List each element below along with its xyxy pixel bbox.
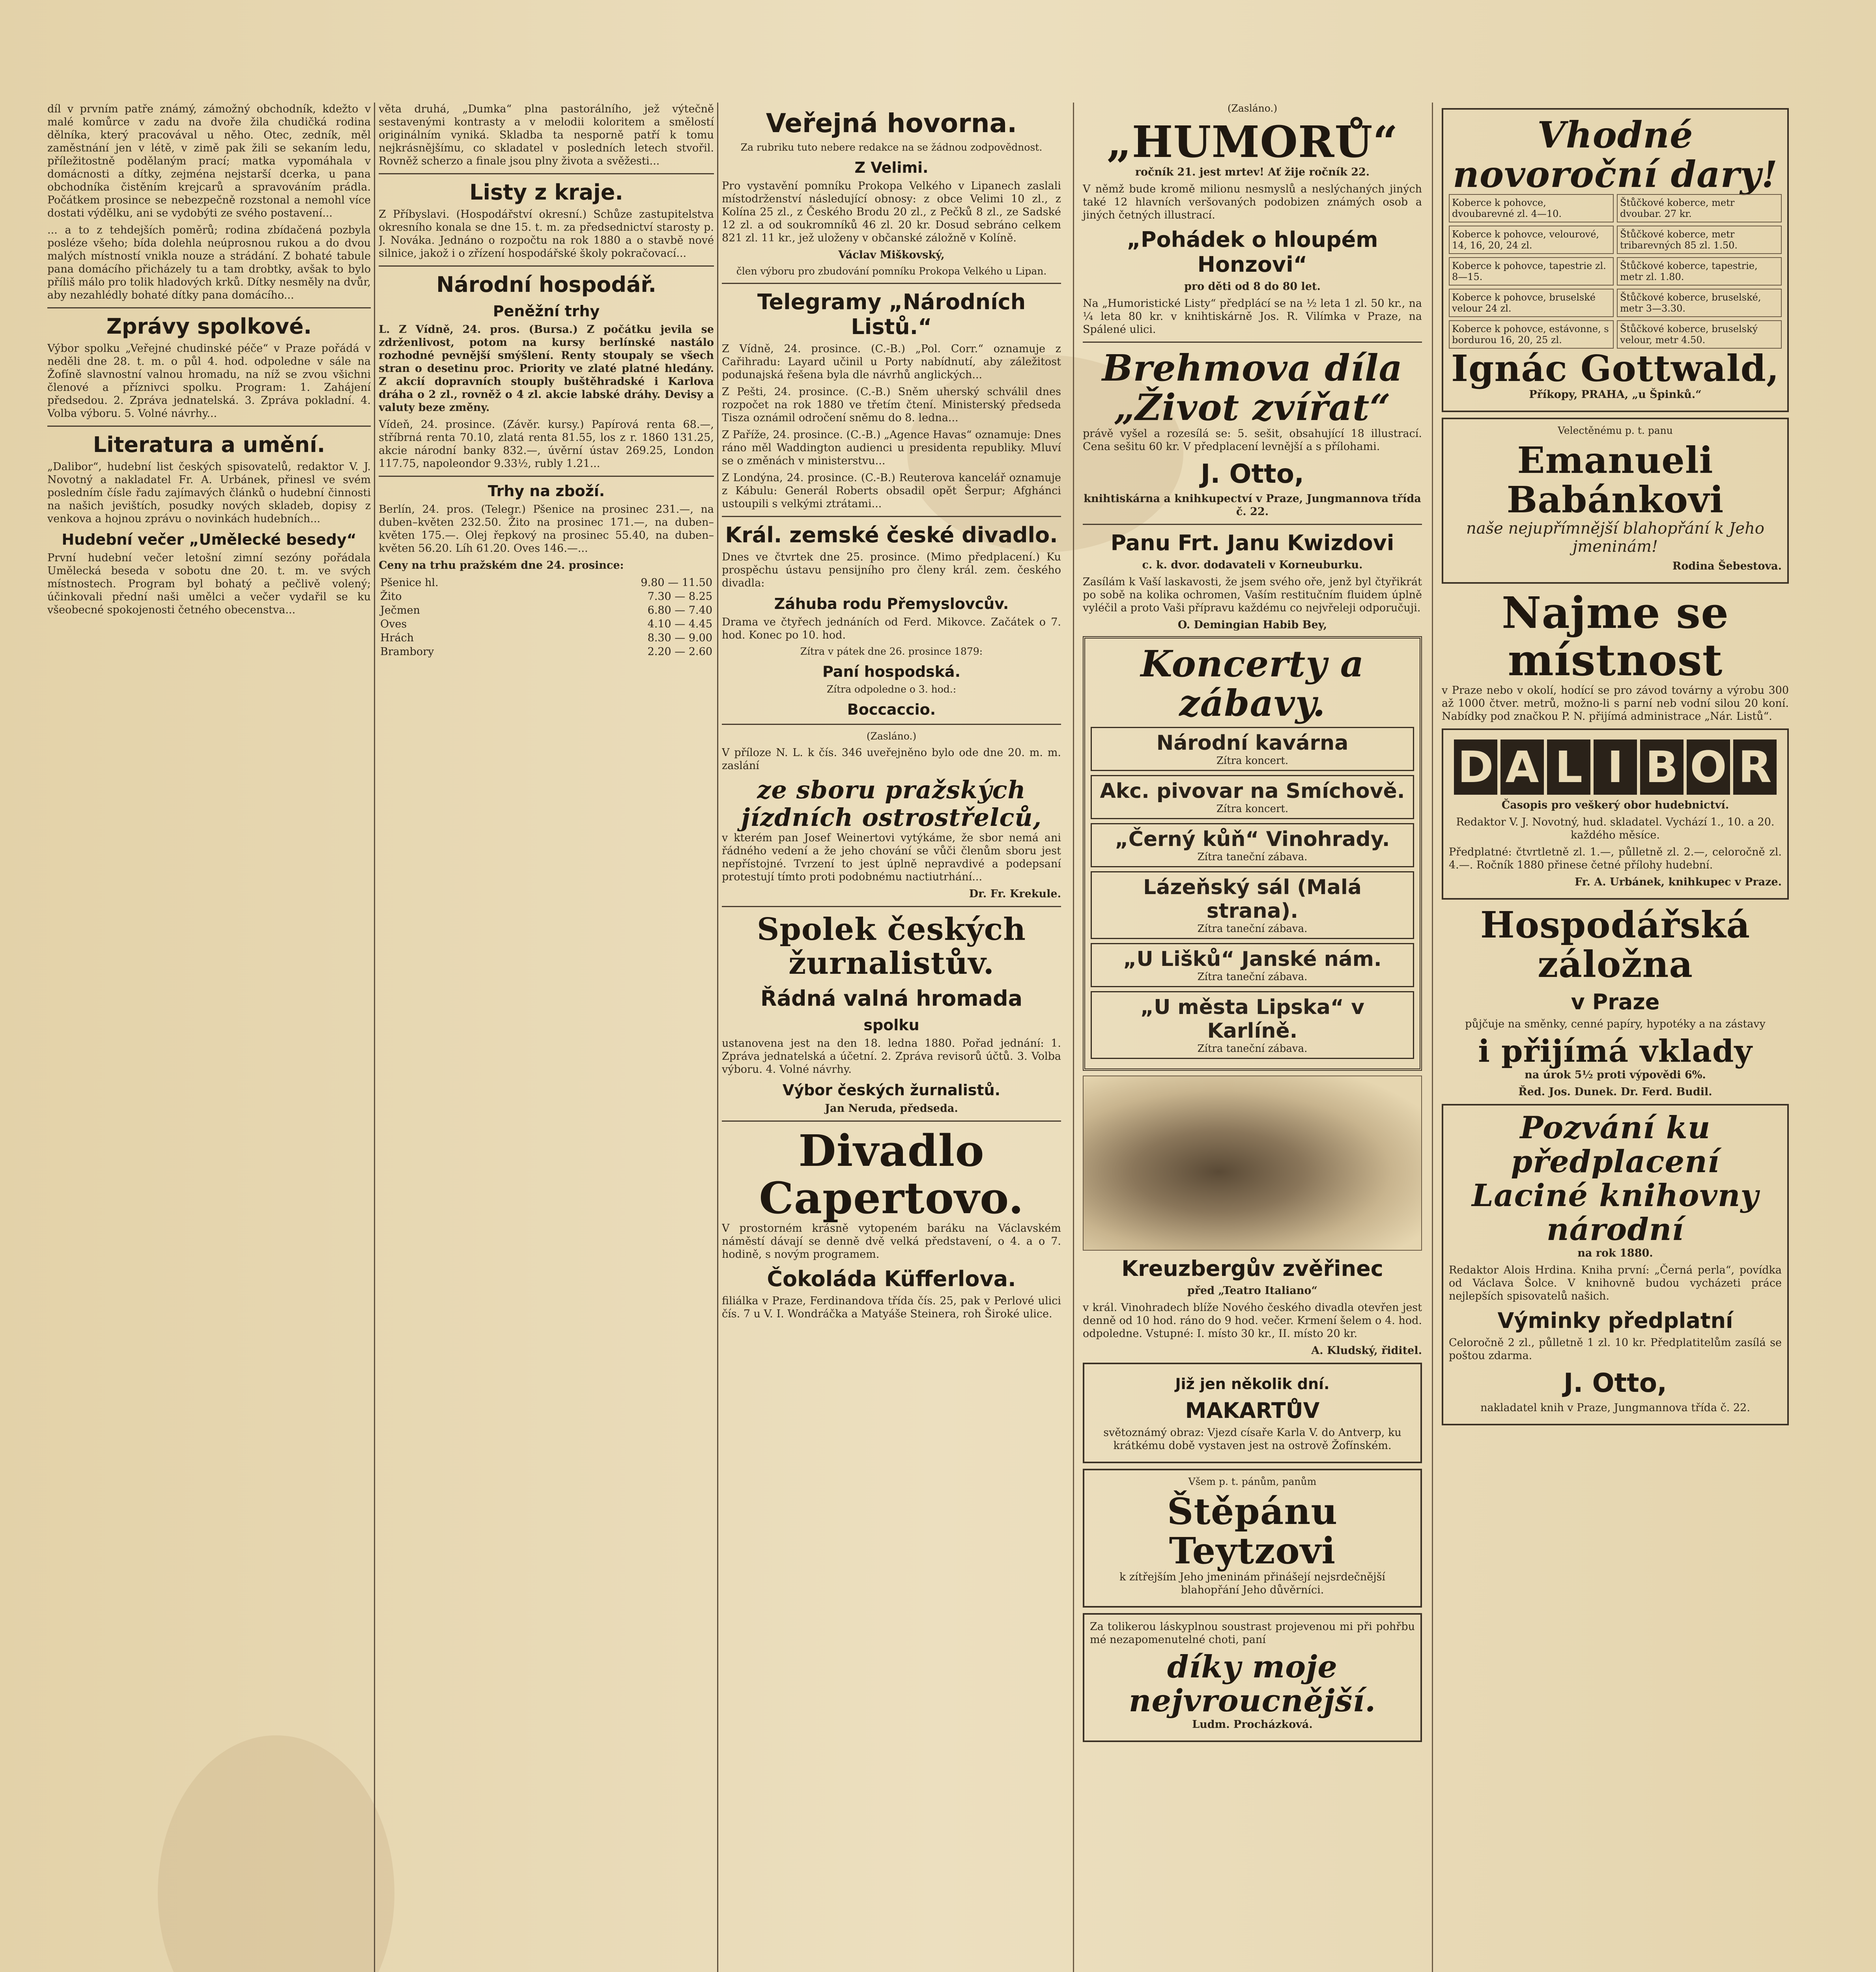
price-item: Žito (380, 590, 402, 603)
price-row (379, 617, 714, 631)
concert-item (1091, 727, 1414, 771)
ad-headline: díky moje nejvroucnější. (1129, 1649, 1376, 1719)
price-row (379, 576, 714, 590)
section-heading: Spolek českých žurnalistův. (757, 911, 1026, 981)
section-heading: Telegramy „Národních Listů.“ (757, 289, 1026, 339)
ad-text: Za tolikerou láskyplnou soustrast projevenou mi při pohřbu mé nezapomenutelné choti, paní (1090, 1621, 1415, 1646)
ad-headline: Najme se místnost (1501, 587, 1729, 685)
concert-note: Zítra taneční zábava. (1197, 923, 1308, 935)
dalibor-letter: A (1500, 740, 1544, 795)
column-3 (722, 103, 1061, 1972)
article-text: Pro vystavění pomníku Prokopa Velkého v Lipanech zaslali místodrženství následující obnosy: z obce Velimi 10 zl., z Kolína 25 zl., z Českého Brodu 20 zl., z Pečků 8 zl., ze Sadské 12 zl. a od soukromníků 46 zl. 20 kr. Dosud sebráno celkem 821 zl. 11 kr., jež uloženy v občanské záložně v Kolíně. (722, 180, 1061, 244)
article-text: ... a to z tehdejších poměrů; rodina zbídačená pozbyla posléze všeho; bída dolehla neúprosnou rukou a do dvou malých místností vnikla nouze a strádání. Z bohaté tabule pana domácího přicházely tu a tam drobtky, avšak to bylo příliš málo pro tolik hladových krků. Dítky nesměly na dvůr, aby nezahlédly bohaté dítky pana domácího... (47, 224, 371, 301)
knihovna-ad (1442, 1104, 1789, 1425)
column-1 (47, 103, 371, 1972)
dalibor-letter: R (1733, 740, 1777, 795)
ad-text: Redaktor Alois Hrdina. Kniha první: „Černá perla“, povídka od Václava Šolce. V knihovně budou vycházeti práce nejlepších spisovatelů našich. (1449, 1264, 1782, 1302)
show-title: Boccaccio. (847, 701, 936, 718)
concert-venue: „U Lišků“ Janské nám. (1123, 947, 1382, 971)
ad-text: v Praze nebo v okolí, hodící se pro závod továrny a výrobu 300 až 1000 čtver. metrů, možno-li s parní neb vodní silou 20 koní. Nabídky pod značkou P. N. přijímá administrace „Nár. Listů“. (1442, 684, 1789, 723)
ad-text: ročník 21. jest mrtev! Ať žije ročník 22. (1135, 166, 1370, 178)
zaslano-label: (Zasláno.) (1227, 103, 1278, 114)
ad-headline: MAKARTŮV (1185, 1398, 1320, 1423)
article-text: v kterém pan Josef Weinertovi vytýkáme, že sbor nemá ani řádného vedení a že jeho chování se vůči členům sboru jest nepřístojné. Tvrzení to jest úplně nepravdivé a podepsaní protestují tímto proti podobnému nactiutrhání... (722, 832, 1061, 883)
ad-text: světoznámý obraz: Vjezd císaře Karla V. do Antverp, ku krátkému době vystaven jest na ostrově Žofínském. (1103, 1427, 1401, 1452)
subheading: Z Velimi. (854, 159, 929, 176)
article-text: L. Z Vídně, 24. pros. (Bursa.) Z počátku jevila se zdrženlivost, potom na kursy berlínské nastálo rozhodné pevnější smýšlení. Renty stoupaly se všech stran o desetinu proc. Priority ve zlaté platné hledány. Z akcií dopravních stouply buštěhradské i Karlova dráha o 2 zl., rovněž o 4 zl. akcie labské dráhy. Devisy a valuty beze změny. (379, 323, 714, 414)
article-text: Zítra odpoledne o 3. hod.: (826, 683, 957, 695)
ad-text: na úrok 5½ proti výpovědi 6%. (1525, 1069, 1706, 1081)
article-text: Z Pešti, 24. prosince. (C.-B.) Sněm uherský schválil dnes rozpočet na rok 1880 ve třetím čtení. Ministerský předseda Tisza oznámil odročení sněmu do 8. ledna... (722, 386, 1061, 424)
article-text: Dnes ve čtvrtek dne 25. prosince. (Mimo předplacení.) Ku prospěchu ústavu pensijního pro členy král. zem. českého divadla: (722, 551, 1061, 589)
ad-text: Všem p. t. pánům, panům (1188, 1476, 1317, 1487)
ad-headline: „HUMORŮ“ (1106, 116, 1398, 167)
concert-note: Zítra koncert. (1216, 803, 1289, 815)
subheading: Výbor českých žurnalistů. (782, 1081, 1001, 1099)
signature: A. Kludský, řiditel. (1311, 1345, 1422, 1357)
article-text: Berlín, 24. pros. (Telegr.) Pšenice na prosinec 231.—, na duben–květen 232.50. Žito na prosinec 171.—, na duben–květen 175.—. Olej řepkový na prosinec 55.40, na duben–květen 56.20. Líh 61.20. Oves 146.—... (379, 503, 714, 555)
subheading: Výminky předplatní (1497, 1308, 1733, 1333)
concert-list (1091, 727, 1414, 1059)
ad-headline: Brehmova díla „Život zvířat“ (1102, 347, 1403, 429)
article-text: díl v prvním patře známý, zámožný obchodník, kdežto v malé komůrce v zadu na dvoře žila chudičká rodina dělníka, který pracovával u něho. Otec, zedník, měl zaměstnání jen v létě, v zimě pak žili se sekaním ledu, příležitostně podělaným prací; matka vypomáhala v domácnosti a dítky, zejména nejstarší dcerka, u pana obchodníka čistěním krejcarů a spravováním prádla. Počátkem prosince se nebezpečně rozstonal a nemohl více dostati výdělku, ani se vydobýti ze svého postavení... (47, 103, 371, 219)
ad-text: před „Teatro Italiano“ (1187, 1285, 1318, 1297)
ad-headline: Laciné knihovny národní (1472, 1178, 1759, 1247)
concert-item (1091, 943, 1414, 987)
carpet-price-cell: Štůčkové koberce, bruselské, metr 3—3.30. (1617, 289, 1782, 317)
divider (379, 173, 714, 174)
article-text: Zítra v pátek dne 26. prosince 1879: (800, 646, 983, 657)
dalibor-letter: D (1454, 740, 1497, 795)
concert-note: Zítra taneční zábava. (1197, 971, 1308, 983)
table-title: Ceny na trhu pražském dne 24. prosince: (379, 559, 624, 571)
price-value: 2.20 — 2.60 (647, 646, 712, 658)
ad-headline: „Pohádek o hloupém Honzovi“ (1127, 227, 1378, 277)
carpet-price-cell: Štůčkové koberce, bruselský velour, metr 4.50. (1617, 320, 1782, 349)
divider (722, 1120, 1061, 1122)
ad-text: k zítřejším Jeho jmeninám přinášejí nejsrdečnější blahopřání Jeho důvěrníci. (1119, 1571, 1386, 1596)
ad-text: Předplatné: čtvrtletně zl. 1.—, půlletně zl. 2.—, celoročně zl. 4.—. Ročník 1880 přinese četné přílohy hudební. (1449, 846, 1782, 871)
section-heading: Literatura a umění. (93, 432, 325, 457)
dalibor-letter: B (1640, 740, 1684, 795)
ad-headline: J. Otto, (1563, 1368, 1667, 1398)
carpet-price-cell: Štůčkové koberce, metr tribarevných 85 zl. 1.50. (1617, 226, 1782, 254)
carpet-price-cell: Koberce k pohovce, bruselské velour 24 zl. (1449, 289, 1614, 317)
ad-text: Redaktor V. J. Novotný, hud. skladatel. Vychází 1., 10. a 20. každého měsíce. (1456, 816, 1775, 841)
ad-text: Zasílám k Vaší laskavosti, že jsem svého oře, jenž byl čtyřikrát po sobě na kolika ochromen, Vaším restitučním fluidem úplně vyléčil a proto Vaši přípravu každému co nejvřeleji odporučuji. (1083, 576, 1422, 614)
ad-headline: Emanueli Babánkovi (1506, 439, 1724, 521)
ad-headline: Již jen několik dní. (1175, 1375, 1330, 1393)
concert-item (1091, 991, 1414, 1059)
signature: Václav Miškovský, (838, 249, 945, 261)
ad-text: Celoročně 2 zl., půlletně 1 zl. 10 kr. Předplatitelům zasílá se poštou zdarma. (1449, 1337, 1782, 1362)
article-text: V příloze N. L. k čís. 346 uveřejněno bylo ode dne 20. m. m. zaslání (722, 747, 1061, 772)
script-headline: ze sboru pražských jízdních ostrostřelců, (741, 775, 1042, 832)
section-heading: Listy z kraje. (469, 180, 623, 205)
ad-text: nakladatel knih v Praze, Jungmannova třída č. 22. (1480, 1402, 1750, 1414)
ad-headline: i přijímá vklady (1478, 1033, 1753, 1069)
section-heading: Veřejná hovorna. (766, 108, 1017, 138)
price-table (379, 576, 714, 659)
concert-venue: „U města Lipska“ v Karlíně. (1140, 995, 1364, 1043)
divider (47, 426, 371, 427)
ad-text: knihtiskárna a knihkupectví v Praze, Jungmannova třída č. 22. (1084, 493, 1421, 518)
divider (722, 516, 1061, 517)
show-title: Záhuba rodu Přemyslovcův. (774, 595, 1009, 613)
subheading: Řádná valná hromada (760, 986, 1023, 1011)
ad-text: Velectěnému p. t. panu (1558, 425, 1673, 436)
divider (47, 307, 371, 308)
ad-headline: Štěpánu Teytzovi (1167, 1490, 1338, 1572)
signature-detail: člen výboru pro zbudování pomníku Prokopa Velkého u Lipan. (736, 265, 1047, 277)
ad-headline: Pozvání ku předplacení (1511, 1110, 1720, 1180)
concert-item (1091, 823, 1414, 867)
ad-text: Časopis pro veškerý obor hudebnictví. (1501, 799, 1729, 811)
lion-engraving (1083, 1076, 1422, 1251)
price-item: Ječmen (380, 604, 420, 616)
concert-item (1091, 775, 1414, 819)
signature: Rodina Šebestova. (1672, 560, 1782, 572)
ad-headline: v Praze (1571, 990, 1660, 1014)
dalibor-letter: I (1594, 740, 1637, 795)
price-item: Pšenice hl. (380, 577, 439, 589)
column-2 (379, 103, 714, 1972)
concert-venue: Národní kavárna (1156, 731, 1349, 755)
article-text: Z Londýna, 24. prosince. (C.-B.) Reuterova kancelář oznamuje z Kábulu: Generál Roberts obsadil opět Šerpur; Afghánci ustoupili s velkými ztrátami... (722, 472, 1061, 510)
column-divider (374, 103, 375, 1972)
divider (722, 724, 1061, 725)
article-text: Vídeň, 24. prosince. (Závěr. kursy.) Papírová renta 68.—, stříbrná renta 70.10, zlatá renta 81.55, los z r. 1860 131.25, akcie národní banky 832.—, úvěrní ústav 269.25, London 117.75, napoleondor 9.33½, rubly 1.21... (379, 418, 714, 470)
carpet-price-cell: Koberce k pohovce, dvoubarevné zl. 4—10. (1449, 194, 1614, 222)
ad-text: pro děti od 8 do 80 let. (1184, 280, 1321, 293)
subheading: Peněžní trhy (493, 303, 600, 320)
ad-text: půjčuje na směnky, cenné papíry, hypotéky a na zástavy (1465, 1018, 1766, 1030)
signature: Jan Neruda, předseda. (825, 1102, 958, 1115)
price-row (379, 645, 714, 659)
price-value: 9.80 — 11.50 (641, 577, 712, 589)
divider (1083, 342, 1422, 343)
article-text: Z Vídně, 24. prosince. (C.-B.) „Pol. Corr.“ oznamuje z Cařihradu: Layard učinil u Porty nabídnutí, aby záležitost podunajská řešena byla dle návrhů anglických... (722, 343, 1061, 381)
price-value: 6.80 — 7.40 (647, 604, 712, 616)
ad-headline: Vhodné novoroční dary! (1452, 114, 1778, 196)
article-text: filiálka v Praze, Ferdinandova třída čís. 25, pak v Perlové ulici čís. 7 u V. I. Wondráčka a Matyáše Steinera, roh Široké ulice. (722, 1295, 1061, 1320)
carpet-price-cell: Koberce k pohovce, velourové, 14, 16, 20, 24 zl. (1449, 226, 1614, 254)
thanks-ad (1083, 1613, 1422, 1742)
signature: Řed. Jos. Dunek. Dr. Ferd. Budil. (1518, 1086, 1712, 1098)
congrats-ad (1083, 1469, 1422, 1608)
concert-venue: „Černý kůň“ Vinohrady. (1115, 827, 1390, 851)
carpet-price-grid (1449, 194, 1782, 349)
concert-item (1091, 871, 1414, 939)
signature: O. Demingian Habib Bey, (1177, 619, 1327, 631)
disclaimer: Za rubriku tuto nebere redakce na se žádnou zodpovědnost. (740, 142, 1043, 153)
price-value: 7.30 — 8.25 (647, 590, 712, 603)
gottwald-ad (1442, 108, 1789, 412)
article-text: Výbor spolku „Veřejné chudinské péče“ v Praze pořádá v neděli dne 28. t. m. o půl 4. hod. odpoledne v sále na Žofíně slavnostní valnou hromadu, na níž se zvou všichni členové a příznivci spolku. Program: 1. Zahájení předsedou. 2. Zpráva jednatelská. 3. Zpráva pokladní. 4. Volba výboru. 5. Volné návrhy... (47, 342, 371, 420)
article-text: Z Paříže, 24. prosince. (C.-B.) „Agence Havas“ oznamuje: Dnes ráno měl Waddington audienci u presidenta republiky. Mluví se o změnách v ministerstvu... (722, 429, 1061, 467)
article-text: věta druhá, „Dumka“ plna pastorálního, jež výtečně sestavenými kontrasty a v melodii koloritem a smělostí originálním vyniká. Skladba ta nesporně patří k tomu nejkrásnějšímu, co skladatel v posledních letech stvořil. Rovněž scherzo a finale jsou plny života a svěžesti... (379, 103, 714, 167)
divider (1083, 524, 1422, 525)
divider (379, 476, 714, 477)
divider (379, 265, 714, 267)
ad-headline: Panu Frt. Janu Kwizdovi (1110, 530, 1394, 555)
column-5 (1432, 103, 1789, 1972)
price-value: 4.10 — 4.45 (647, 618, 712, 630)
concert-note: Zítra taneční zábava. (1197, 851, 1308, 863)
price-row (379, 603, 714, 617)
dalibor-letter: L (1547, 740, 1590, 795)
babanek-ad (1442, 418, 1789, 584)
carpet-price-cell: Štůčkové koberce, metr dvoubar. 27 kr. (1617, 194, 1782, 222)
price-item: Oves (380, 618, 407, 630)
ad-headline: Ignác Gottwald, (1451, 347, 1779, 390)
dalibor-ad (1442, 728, 1789, 900)
concerts-box (1083, 636, 1422, 1071)
ad-text: V němž bude kromě milionu nesmyslů a neslýchaných jiných také 12 hlavních veršovaných podobizen známých osob a jiných četných illustrací. (1083, 183, 1422, 221)
ad-text: c. k. dvor. dodavateli v Korneuburku. (1142, 559, 1363, 571)
section-heading: Národní hospodář. (436, 272, 656, 297)
article-text: Z Příbyslavi. (Hospodářství okresní.) Schůze zastupitelstva okresního konala se dne 15. t. m. za předsednictví starosty p. J. Nováka. Jednáno o rozpočtu na rok 1880 a o stavbě nové silnice, jakož i o zřízení hospodářské školy pokračovací... (379, 208, 714, 260)
divider (722, 906, 1061, 907)
dalibor-letter: O (1687, 740, 1730, 795)
article-text: „Dalibor“, hudební list českých spisovatelů, redaktor V. J. Novotný a nakladatel Fr. A. Urbánek, přinesl ve svém posledním čísle řadu zajímavých článků o hudební činnosti na našich jevištích, posudky nových skladeb, dopisy z venkova a hojnou zprávu o novinkách hudebních... (47, 461, 371, 525)
makart-ad (1083, 1363, 1422, 1463)
signature: Fr. A. Urbánek, knihkupec v Praze. (1575, 876, 1782, 888)
ad-headline: Divadlo Capertovo. (759, 1125, 1024, 1223)
signature: Dr. Fr. Krekule. (969, 888, 1061, 900)
ad-text: Na „Humoristické Listy“ předplácí se na ½ leta 1 zl. 50 kr., na ¼ leta 80 kr. v knihtiskárně Jos. R. Vilímka v Praze, na Spálené ulici. (1083, 297, 1422, 336)
article-text: V prostorném krásně vytopeném baráku na Václavském náměstí dávají se denně dvě velká představení, o 4. a o 7. hodině, s novým programem. (722, 1222, 1061, 1261)
ad-text: na rok 1880. (1577, 1247, 1653, 1259)
ad-text: právě vyšel a rozesílá se: 5. sešit, obsahující 18 illustrací. Cena sešitu 60 kr. V předplacení levnější a s přílohami. (1083, 428, 1422, 453)
subheading: Hudební večer „Umělecké besedy“ (62, 531, 357, 548)
price-value: 8.30 — 9.00 (647, 632, 712, 644)
price-item: Hrách (380, 632, 414, 644)
concert-venue: Lázeňský sál (Malá strana). (1143, 876, 1362, 923)
subheading: spolku (863, 1016, 919, 1034)
dalibor-title (1449, 740, 1782, 795)
ad-headline: J. Otto, (1200, 459, 1304, 489)
concert-note: Zítra taneční zábava. (1197, 1043, 1308, 1055)
section-heading: Zprávy spolkové. (106, 314, 312, 339)
ad-headline: Čokoláda Küfferlova. (767, 1266, 1016, 1291)
column-divider (717, 103, 718, 1972)
column-4 (1073, 103, 1422, 1972)
divider (722, 283, 1061, 284)
concerts-title: Koncerty a zábavy. (1140, 642, 1364, 725)
ad-headline: Hospodářská záložna (1480, 904, 1751, 986)
show-title: Paní hospodská. (822, 663, 961, 680)
zaslano-label: (Zasláno.) (866, 730, 917, 742)
article-text: ustanovena jest na den 18. ledna 1880. Pořad jednání: 1. Zpráva jednatelská a účetní. 2. Zpráva revisorů účtů. 3. Volba výboru. 4. Volné návrhy. (722, 1037, 1061, 1076)
article-text: První hudební večer letošní zimní sezóny pořádala Umělecká beseda v sobotu dne 20. t. m. ve svých místnostech. Program byl bohatý a pečlivě volený; účinkovali přední naši umělci a večer vydařil se ku všeobecné spokojenosti četného obecenstva... (47, 552, 371, 616)
signature: Ludm. Procházková. (1192, 1718, 1313, 1731)
ad-text: v král. Vinohradech blíže Nového českého divadla otevřen jest denně od 10 hod. ráno do 9 hod. večer. Krmení šelem o 4. hod. odpoledne. Vstupné: I. místo 30 kr., II. místo 20 kr. (1083, 1302, 1422, 1340)
ad-text: Příkopy, PRAHA, „u Špinků.“ (1529, 388, 1702, 401)
price-row (379, 590, 714, 603)
price-row (379, 631, 714, 645)
article-text: Drama ve čtyřech jednáních od Ferd. Mikovce. Začátek o 7. hod. Konec po 10. hod. (722, 616, 1061, 641)
ad-headline: Kreuzbergův zvěřinec (1121, 1256, 1383, 1281)
subheading: Trhy na zboží. (488, 482, 605, 500)
concert-venue: Akc. pivovar na Smíchově. (1100, 779, 1405, 803)
carpet-price-cell: Koberce k pohovce, tapestrie zl. 8—15. (1449, 257, 1614, 286)
section-heading: Král. zemské české divadlo. (725, 523, 1058, 547)
price-item: Brambory (380, 646, 434, 658)
ad-text: naše nejupřímnější blahopřání k Jeho jmeninám! (1466, 519, 1764, 556)
carpet-price-cell: Koberce k pohovce, estávonne, s bordurou 16, 20, 25 zl. (1449, 320, 1614, 349)
concert-note: Zítra koncert. (1216, 755, 1289, 767)
carpet-price-cell: Štůčkové koberce, tapestrie, metr zl. 1.80. (1617, 257, 1782, 286)
